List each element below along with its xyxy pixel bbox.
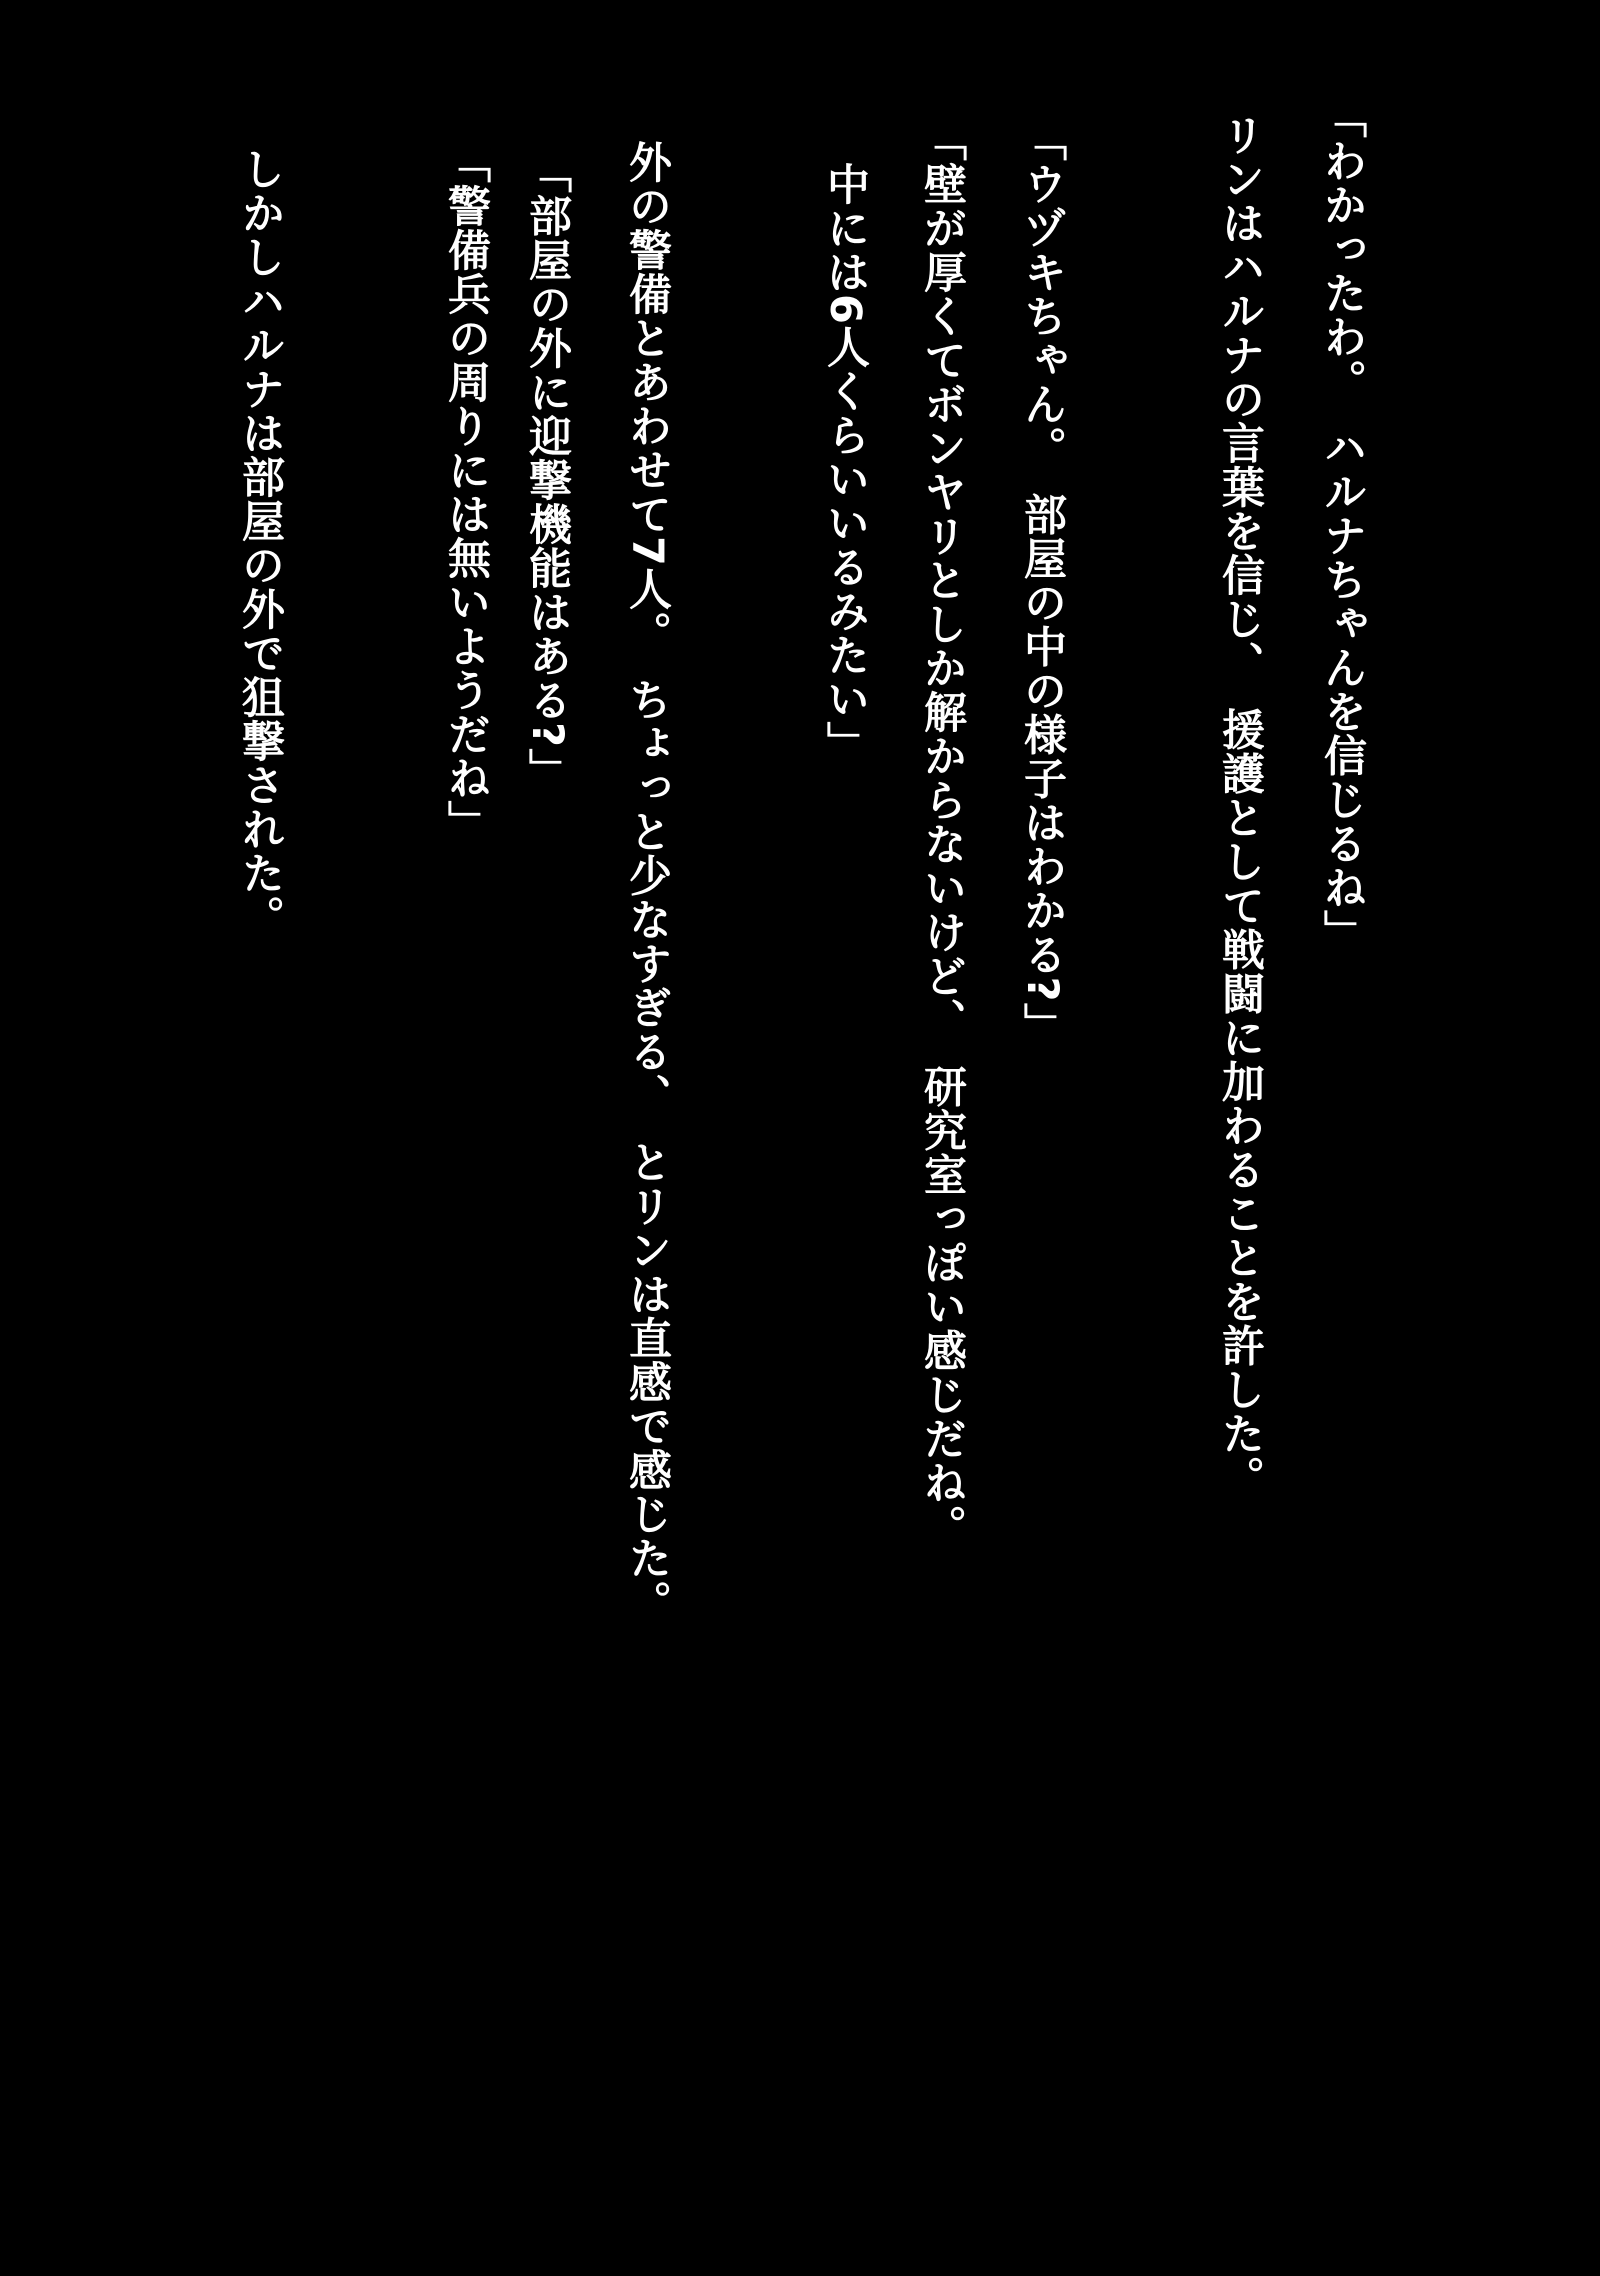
- narration-line-2: 外の警備とあわせて7人。 ちょっと少なすぎる、 とリンは直感で感じた。: [622, 140, 672, 1624]
- narration-line-3: しかしハルナは部屋の外で狙撃された。: [235, 147, 285, 939]
- dialogue-line-5: 「警備兵の周りには無いようだね」: [441, 140, 491, 844]
- narration-line-1: リンはハルナの言葉を信じ、 援護として戦闘に加わることを許した。: [1215, 113, 1265, 1500]
- dialogue-line-4: 「部屋の外に迎撃機能はある?」: [522, 150, 572, 792]
- dialogue-line-1: 「わかったわ。 ハルナちゃんを信じるね」: [1317, 95, 1367, 954]
- dialogue-line-3: 「壁が厚くてボンヤリとしか解からないけど、 研究室っぽい感じだね。: [917, 118, 967, 1549]
- dialogue-line-3-continued: 中には6人くらいいるみたい」: [820, 162, 870, 765]
- dialogue-line-2: 「ウヅキちゃん。 部屋の中の様子はわかる?」: [1017, 118, 1067, 1047]
